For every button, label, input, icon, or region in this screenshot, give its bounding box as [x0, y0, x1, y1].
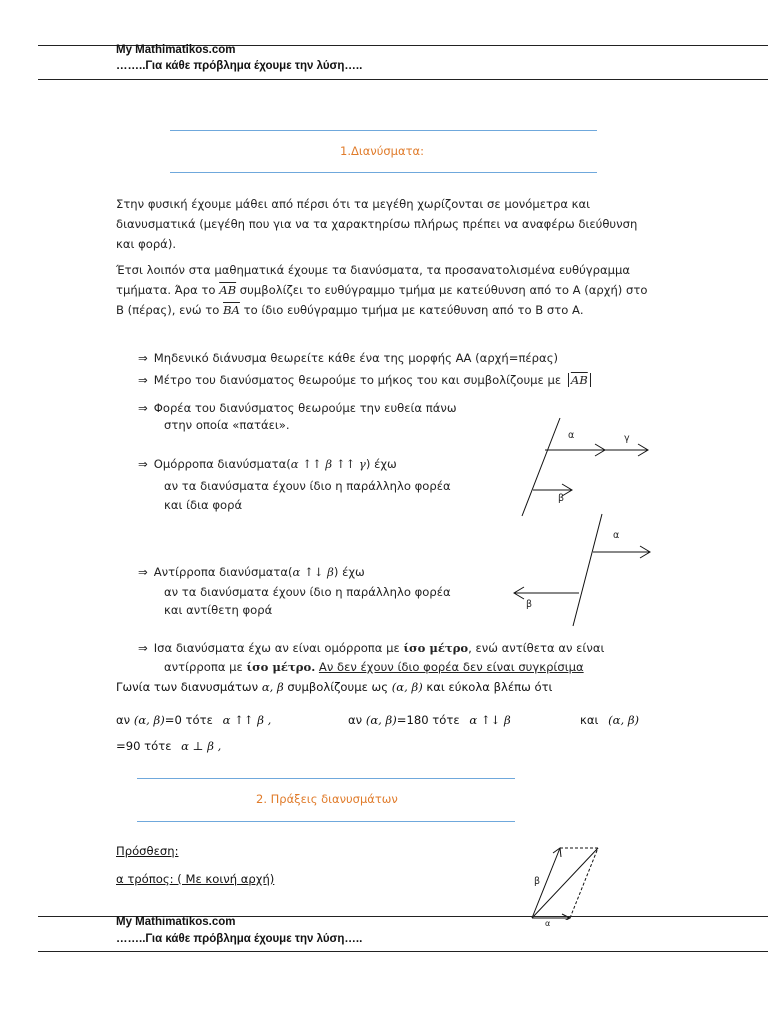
fig1-label-b: β: [558, 493, 565, 504]
vector-ab-symbol: $\overline{AB}$: [219, 283, 237, 297]
carrier-line: [573, 514, 602, 626]
implies-arrow-icon: ⇒: [138, 401, 148, 415]
fig3-label-b: β: [534, 876, 541, 887]
section1-title: 1.Διανύσματα:: [340, 144, 424, 158]
angle-symbol: (α, β): [391, 680, 423, 694]
vectors-paragraph-text-a: Έτσι λοιπόν στα μαθηματικά έχουμε τα διανύσματα, τα προσανατολισμένα ευθύγραμμα τμήματα. Άρα το: [116, 263, 631, 297]
opposite-direction-suffix: ) έχω: [333, 565, 365, 579]
vector-ba-symbol: $\overline{BA}$: [223, 303, 240, 317]
footer-slogan: ……..Για κάθε πρόβλημα έχουμε την λύση…..: [116, 933, 363, 945]
case180-result: α ↑↓ β: [469, 713, 511, 727]
bullet-magnitude: [138, 370, 591, 390]
angle-text-b: συμβολίζουμε ως: [287, 680, 389, 694]
section2-rule-bottom: [137, 821, 515, 822]
case90-symbol: (α, β): [608, 713, 640, 727]
section2-title: [256, 792, 398, 806]
angle-case-180: [348, 710, 511, 730]
bullet-same-direction: [138, 454, 397, 474]
footer-site: My Mathimatikos.com: [116, 916, 236, 928]
addition-title: Πρόσθεση:: [116, 844, 179, 858]
same-direction-line3: και ίδια φορά: [164, 498, 243, 512]
magnitude-ab: $\overline{AB}$: [570, 373, 588, 387]
case90-text: =90 τότε: [116, 739, 172, 753]
magnitude-symbol: [568, 373, 591, 387]
equal-magnitude-bold: ίσο μέτρο: [403, 641, 469, 655]
bullet-carrier-cont: στην οποία «πατάει».: [164, 418, 290, 432]
section1-rule-bottom: [170, 172, 597, 173]
case0-symbol: (α, β): [133, 713, 165, 727]
angle-case-90-head: [580, 710, 639, 730]
same-direction-label: Ομόρροπα διανύσματα(: [153, 457, 291, 471]
case90-result: α ⊥ β ,: [181, 739, 222, 753]
case0-result: α ↑↑ β ,: [222, 713, 272, 727]
bullet-zero-vector: [138, 348, 558, 368]
section2-number: 2.: [256, 792, 267, 806]
sum-vector-line: [532, 848, 598, 918]
implies-arrow-icon: ⇒: [138, 373, 148, 387]
header-slogan: ……..Για κάθε πρόβλημα έχουμε την λύση…..: [116, 60, 363, 72]
carrier-line: [522, 418, 560, 516]
bullet-carrier-text: Φορέα του διανύσματος θεωρούμε την ευθεία πάνω: [153, 401, 457, 415]
fig2-label-a: α: [613, 530, 620, 541]
opposite-direction-figure: [505, 510, 655, 630]
equal-magnitude-bold-2: ίσο μέτρο.: [246, 660, 316, 674]
vectors-paragraph-text-c: το ίδιο ευθύγραμμο τμήμα με κατεύθυνση από το Β στο Α.: [243, 303, 584, 317]
opposite-direction-line2: αν τα διανύσματα έχουν ίδιο η παράλληλο φορέα: [164, 585, 451, 599]
angle-vectors: α, β: [261, 680, 284, 694]
opposite-direction-line3: και αντίθετη φορά: [164, 603, 273, 617]
angle-case-90: [116, 736, 221, 756]
fig3-label-a: α: [545, 919, 551, 928]
fig1-label-g: γ: [624, 433, 630, 444]
section1-rule-top: [170, 130, 597, 131]
opposite-direction-label: Αντίρροπα διανύσματα(: [153, 565, 293, 579]
case180-symbol: (α, β): [365, 713, 397, 727]
case180-if: αν: [348, 713, 363, 727]
angle-line: [116, 677, 552, 697]
header-bottom-rule: [38, 79, 768, 80]
not-comparable-note: Αν δεν έχουν ίδιο φορέα δεν είναι συγκρίσιμα: [318, 660, 584, 674]
fig1-label-a: α: [568, 430, 575, 441]
same-direction-line2: αν τα διανύσματα έχουν ίδιο η παράλληλο φορέα: [164, 479, 451, 493]
fig2-label-b: β: [526, 599, 533, 610]
equal-vectors-text-3: αντίρροπα με: [164, 660, 243, 674]
angle-case-0: [116, 710, 271, 730]
equal-vectors-text: Ισα διανύσματα έχω αν είναι ομόρροπα με: [153, 641, 400, 655]
opposite-direction-expr: α ↑↓ β: [292, 565, 334, 579]
implies-arrow-icon: ⇒: [138, 457, 148, 471]
case0-if: αν: [116, 713, 131, 727]
bullet-opposite-direction: [138, 562, 365, 582]
angle-text-c: και εύκολα βλέπω ότι: [426, 680, 553, 694]
addition-method: α τρόπος: ( Με κοινή αρχή): [116, 872, 275, 886]
parallel-dashed-side: [570, 848, 598, 918]
bullet-zero-text: Μηδενικό διάνυσμα θεωρείτε κάθε ένα της μορφής ΑΑ (αρχή=πέρας): [153, 351, 559, 365]
header-site: My Mathimatikos.com: [116, 44, 236, 56]
section2-title-text: Πράξεις διανυσμάτων: [270, 792, 398, 806]
footer-bottom-rule: [38, 951, 768, 952]
bullet-magnitude-text: Μέτρο του διανύσματος θεωρούμε το μήκος του και συμβολίζουμε με: [153, 373, 562, 387]
intro-paragraph: Στην φυσική έχουμε μάθει από πέρσι ότι τα μεγέθη χωρίζονται σε μονόμετρα και διανυσματικά (μεγέθη που για να τα χαρακτηρίσω πλήρως πρέπει να αναφέρω διεύθυνση και φορά).: [116, 197, 638, 251]
vector-a-arrowhead: [562, 914, 570, 920]
section2-rule-top: [137, 778, 515, 779]
implies-arrow-icon: ⇒: [138, 641, 148, 655]
case0-text: =0 τότε: [164, 713, 213, 727]
equal-vectors-text-2: , ενώ αντίθετα αν είναι: [468, 641, 605, 655]
angle-text-a: Γωνία των διανυσμάτων: [116, 680, 259, 694]
bullet-equal-vectors: [138, 638, 604, 658]
same-direction-figure: [510, 410, 660, 520]
same-direction-suffix: ) έχω: [365, 457, 397, 471]
case180-text: =180 τότε: [396, 713, 460, 727]
implies-arrow-icon: ⇒: [138, 565, 148, 579]
implies-arrow-icon: ⇒: [138, 351, 148, 365]
case90-and: και: [580, 713, 599, 727]
equal-vectors-line2: [164, 657, 584, 677]
same-direction-expr: α ↑↑ β ↑↑ γ: [290, 457, 366, 471]
vectors-paragraph-text-b: συμβολίζει το ευθύγραμμο τμήμα με κατεύθυνση από το Α (αρχή) στο Β (πέρας), ενώ το: [116, 283, 648, 317]
vectors-paragraph: [116, 260, 656, 320]
